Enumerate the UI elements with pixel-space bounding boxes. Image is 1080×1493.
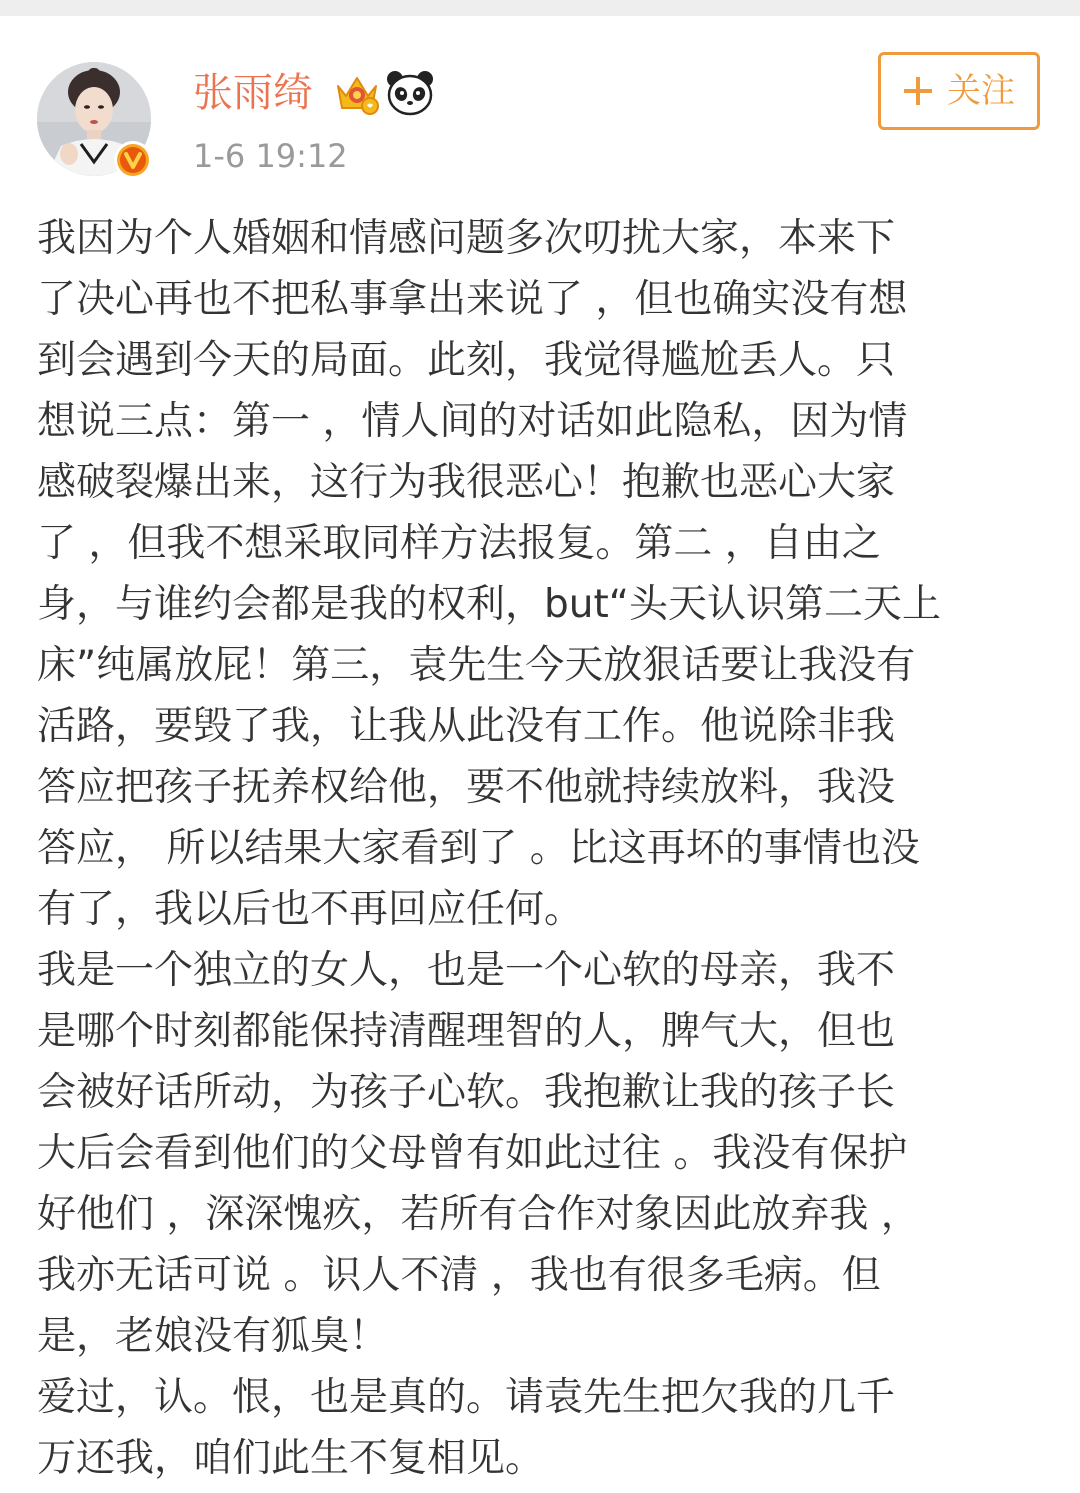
plus-icon xyxy=(903,76,933,106)
post-paragraph: 我是一个独立的女人，也是一个心软的母亲，我不 是哪个时刻都能保持清醒理智的人，脾气大，但也 会被好话所动，为孩子心软。我抱歉让我的孩子长 大后会看到他们的父母曾有如此过往 。我没有保护 好他们 ，深深愧疚，若所有合作对象因此放弃我 ， 我亦无话可说 。识人不清 ，我也有很多毛病。但 是，老娘没有狐臭！ xyxy=(37,948,920,1359)
post-paragraph: 爱过，认。恨，也是真的。请袁先生把欠我的几千 万还我，咱们此生不复相见。 xyxy=(37,1375,896,1481)
post-timestamp: 1-6 19:12 xyxy=(193,137,348,175)
user-name[interactable]: 张雨绮 xyxy=(193,70,313,116)
crown-vip-icon[interactable] xyxy=(334,72,380,116)
post-body xyxy=(37,208,1043,1489)
verified-icon xyxy=(113,140,153,180)
post-paragraph: 我因为个人婚姻和情感问题多次叨扰大家，本来下 了决心再也不把私事拿出来说了 ，但也确实没有想 到会遇到今天的局面。此刻，我觉得尴尬丢人。只 想说三点：第一 ，情人间的对话如此隐私，因为情 感破裂爆出来，这行为我很恶心！抱歉也恶心大家 了 ，但我不想采取同样方法报复。第二 ，自由之 身，与谁约会都是我的权利，but“头天认识第二天上 床”纯属放屁！第三，袁先生今天放狠话要让我没有 活路，要毁了我，让我从此没有工作。他说除非我 答应把孩子抚养权给他，要不他就持续放料，我没 答应， 所以结果大家看到了 。比这再坏的事情也没 有了，我以后也不再回应任何。 xyxy=(37,216,941,932)
user-avatar-container[interactable] xyxy=(37,62,151,176)
weibo-post-card xyxy=(0,16,1080,1493)
panda-icon[interactable] xyxy=(386,70,434,116)
follow-button-label: 关注 xyxy=(947,71,1015,111)
follow-button[interactable] xyxy=(878,52,1040,130)
top-divider xyxy=(0,0,1080,16)
